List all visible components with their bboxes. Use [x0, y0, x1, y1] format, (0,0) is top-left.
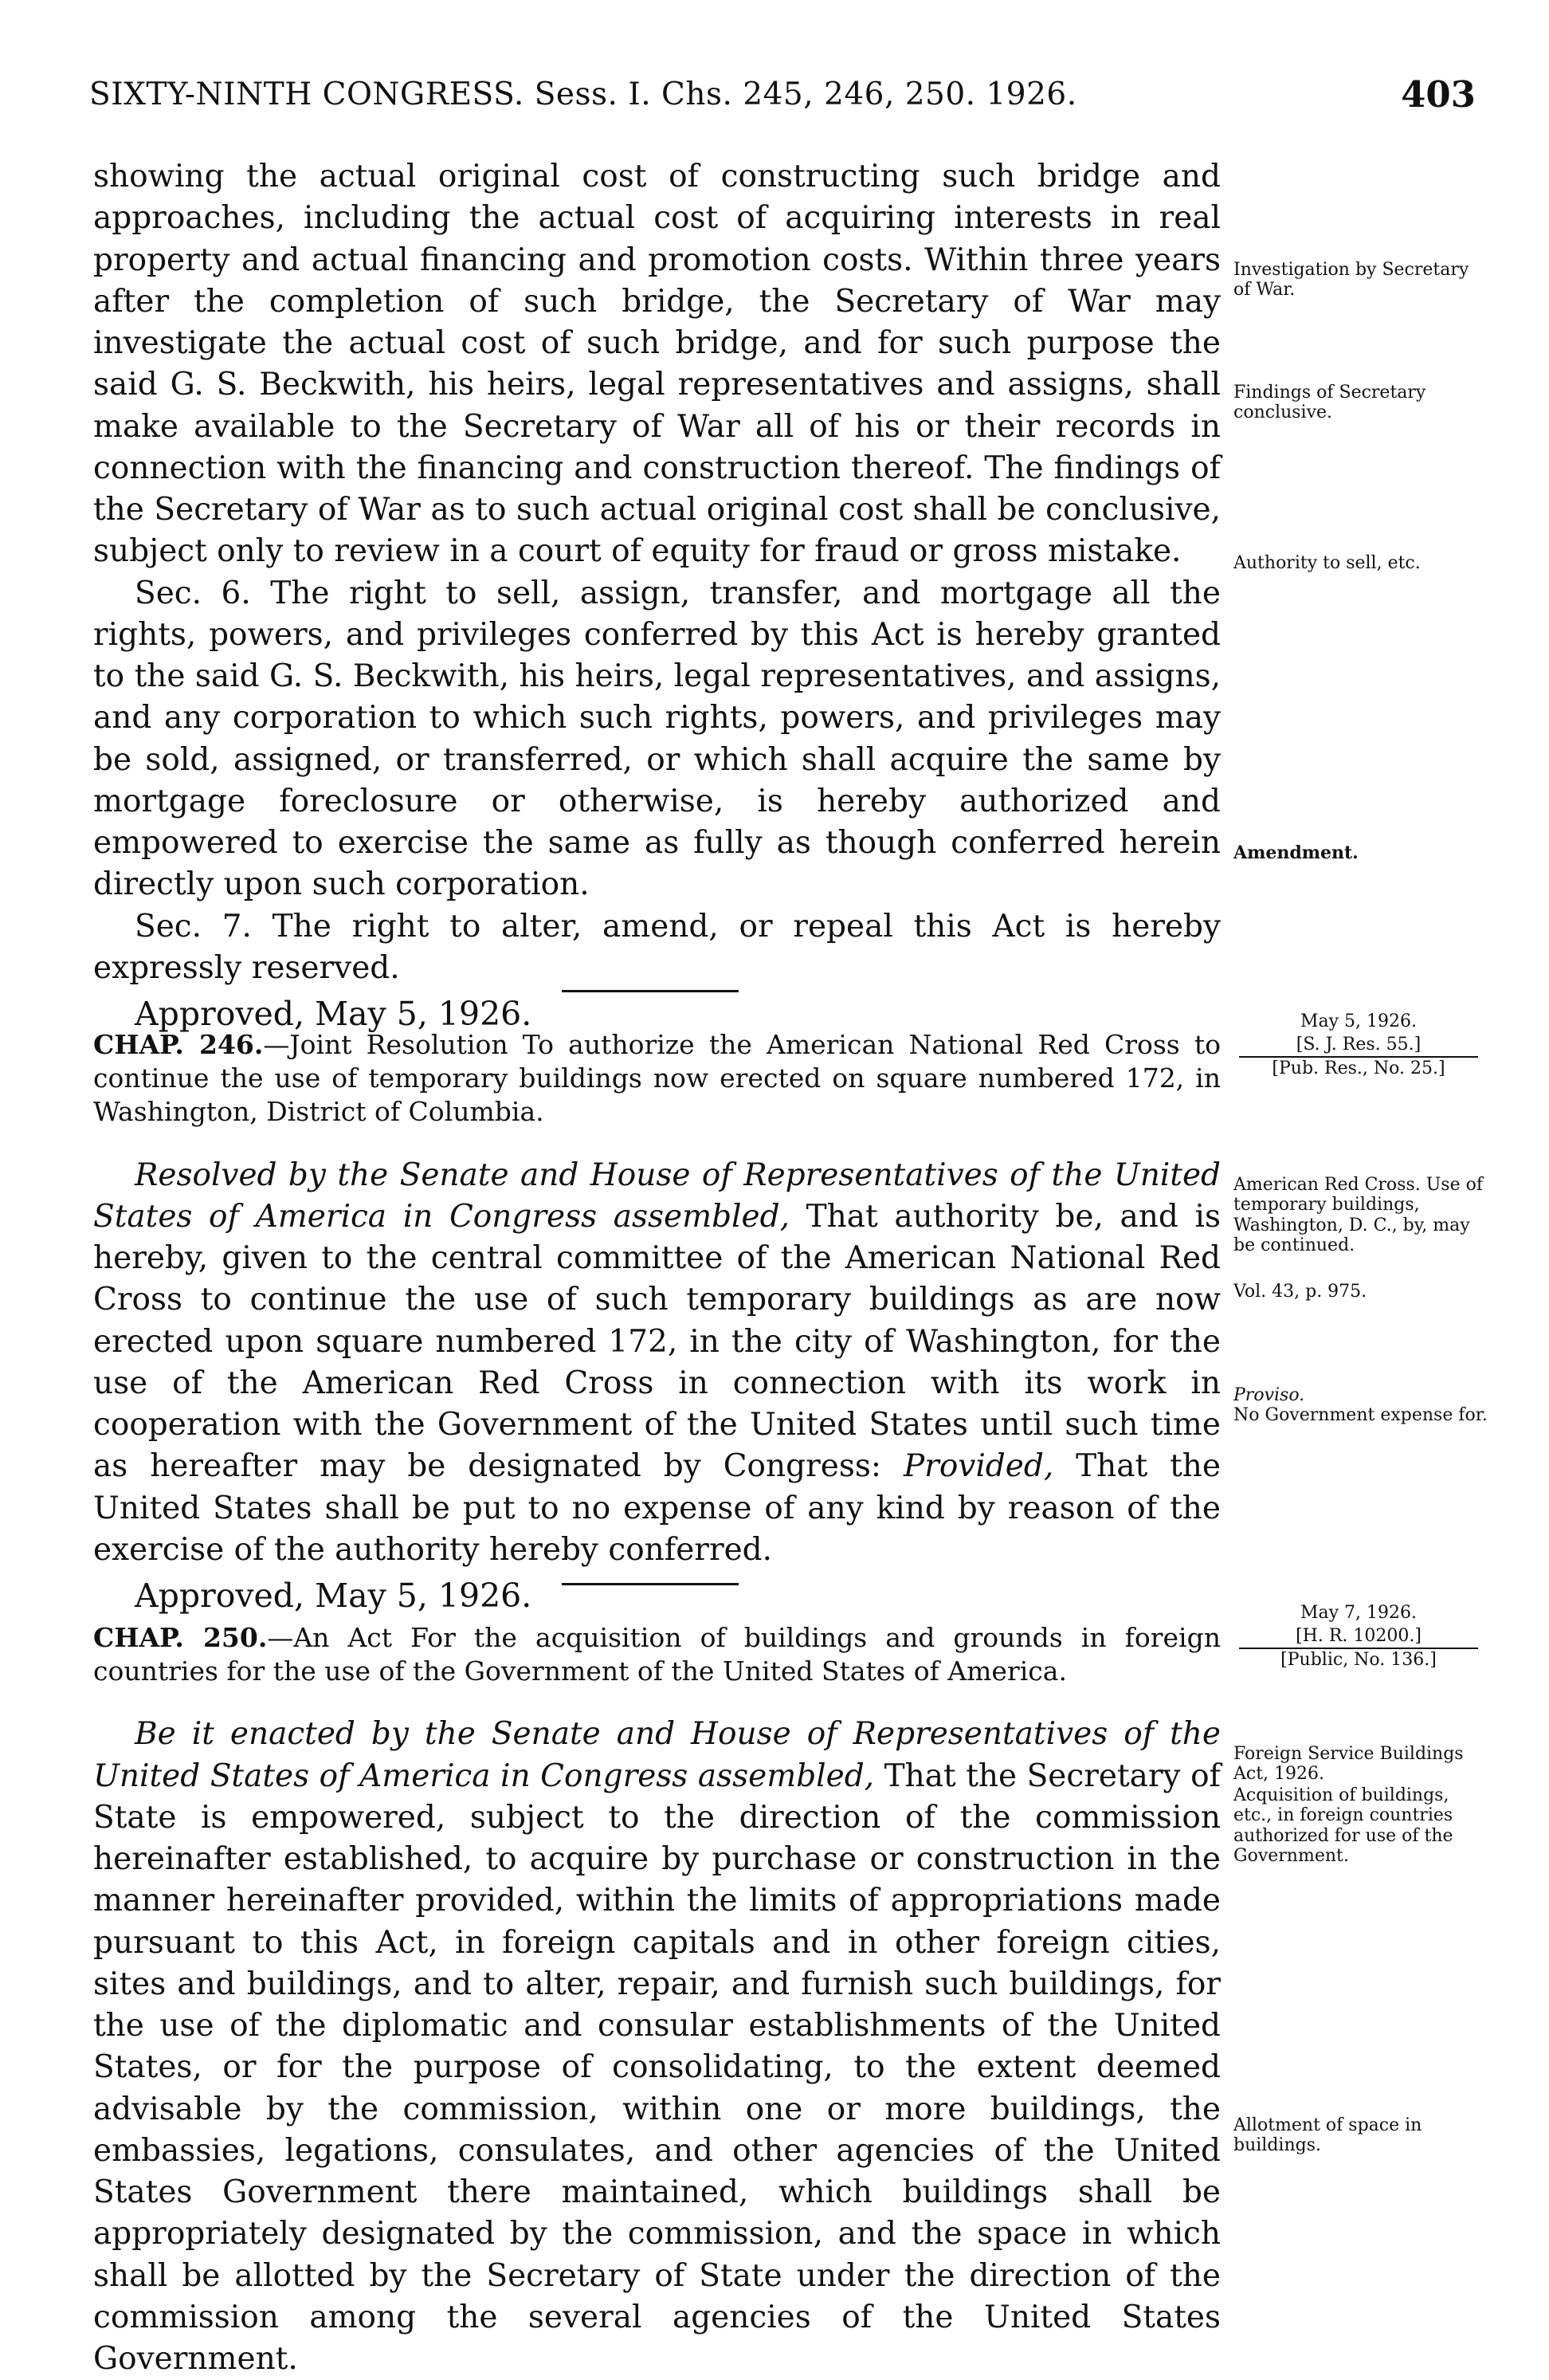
chapter-250-bill: [H. R. 10200.] — [1239, 1625, 1478, 1650]
margin-note-investigation: Investigation by Secretary of War. — [1233, 260, 1469, 300]
margin-note-red-cross: American Red Cross. Use of temporary buildings, Washington, D. C., by, may be continued. — [1233, 1175, 1483, 1255]
approved-line: Approved, May 5, 1926. — [135, 995, 532, 1033]
resolution-body-part2: That the United States shall be put to no expense of any kind by reason of the exercise of the authority hereby conferred. — [93, 1448, 1221, 1568]
page-number: 403 — [1401, 73, 1476, 116]
chapter-250-date: May 7, 1926. — [1300, 1603, 1418, 1623]
margin-note-findings: Findings of Secretary conclusive. — [1233, 383, 1426, 423]
act-body: That the Secretary of State is empowered, subject to the direction of the commission hereinafter established, to acquire by purchase or construction in the manner hereinafter provided, within the limits of appropriations made pursuant to this Act, in foreign capitals and in other foreign cities, sites and buildings, and to alter, repair, and furnish such buildings, for the use of the diplomatic and consular establishments of the United States, or for the purpose of consolidating, to the extent deemed advisable by the commission, within one or more buildings, the embassies, legations, consulates, and other agencies of the United States Government there maintained, which buildings shall be appropriately designated by the commission, and the space in which shall be allotted by the Secretary of State under the direction of the commission among the several agencies of the United States Government. — [93, 1758, 1221, 2378]
chapter-250-public-no: [Public, No. 136.] — [1280, 1650, 1437, 1671]
section-divider — [562, 990, 739, 992]
margin-note-authority-sell: Authority to sell, etc. — [1233, 553, 1421, 573]
chapter-246-public-no: [Pub. Res., No. 25.] — [1272, 1058, 1445, 1079]
section-6: Sec. 6. The right to sell, assign, transfer, and mortgage all the rights, powers, and privileges conferred by this Act is hereby granted to the said G. S. Beckwith, his heirs, legal representatives, and assigns, and any corporation to which such rights, powers, and privileges may be sold, assigned, or transferred, or which shall acquire the same by mortgage foreclosure or otherwise, is hereby authorized and empowered to exercise the same as fully as though conferred herein directly upon such corporation. — [93, 575, 1221, 903]
margin-note-foreign-service: Foreign Service Buildings Act, 1926. — [1233, 1744, 1464, 1785]
chapter-246-citation — [1239, 1011, 1478, 1081]
no-expense-note: No Government expense for. — [1233, 1405, 1488, 1426]
running-header — [89, 73, 1476, 124]
resolving-clause: Resolved by the Senate and House of Representatives of the United States of America in Congress assembled, — [93, 1157, 1221, 1235]
chapter-246-bill: [S. J. Res. 55.] — [1239, 1034, 1478, 1058]
chapter-246-resolution — [93, 1155, 1221, 1572]
proviso-label: Proviso. — [1233, 1385, 1305, 1405]
chapter-246-title: —Joint Resolution To authorize the American National Red Cross to continue the use of temporary buildings now erected on square numbered 172, in Washington, District of Columbia. — [93, 1029, 1221, 1128]
section-divider — [562, 1583, 739, 1585]
chapter-250-title: —An Act For the acquisition of buildings and grounds in foreign countries for the use of the Government of the United States of America. — [93, 1622, 1221, 1687]
margin-note-vol-ref: Vol. 43, p. 975. — [1233, 1282, 1367, 1302]
chapter-250-act — [93, 1714, 1221, 2380]
margin-note-allotment: Allotment of space in buildings. — [1233, 2115, 1422, 2156]
enacting-clause: Be it enacted by the Senate and House of Representatives of the United States of America in Congress assembled, — [93, 1716, 1221, 1794]
margin-note-acquisition: Acquisition of buildings, etc., in foreign countries authorized for use of the Government. — [1233, 1785, 1453, 1866]
running-head: SIXTY-NINTH CONGRESS. Sess. I. Chs. 245, 246, 250. 1926. — [89, 77, 1077, 112]
chapter-246 — [93, 1028, 1221, 1618]
chapter-250 — [93, 1621, 1221, 2380]
chapter-250-heading — [93, 1621, 1221, 1688]
margin-note-proviso — [1233, 1385, 1488, 1426]
paragraph-cost-investigation: showing the actual original cost of constructing such bridge and approaches, including the actual cost of acquiring interests in real property and actual financing and promotion costs. Within three years after the completion of such bridge, the Secretary of War may investigate the actual cost of such bridge, and for such purpose the said G. S. Beckwith, his heirs, legal representatives and assigns, shall make available to the Secretary of War all of his or their records in connection with the financing and construction thereof. The findings of the Secretary of War as to such actual original cost shall be conclusive, subject only to review in a court of equity for fraud or gross mistake. — [93, 159, 1221, 570]
chapter-250-citation — [1239, 1602, 1478, 1672]
resolution-body-part1: That authority be, and is hereby, given to the central committee of the American National Red Cross to continue the use of such temporary buildings as are now erected upon square numbered 172, in the city of Washington, for the use of the American Red Cross in connection with its work in cooperation with the Government of the United States until such time as hereafter may be designated by Congress: — [93, 1198, 1221, 1485]
chapter-246-date: May 5, 1926. — [1300, 1011, 1418, 1031]
section-7: Sec. 7. The right to alter, amend, or repeal this Act is hereby expressly reserved. — [93, 908, 1221, 986]
margin-note-amendment: Amendment. — [1233, 842, 1359, 863]
approved-line: Approved, May 5, 1926. — [135, 1577, 532, 1616]
provided-word: Provided, — [903, 1448, 1054, 1485]
chapter-246-heading — [93, 1028, 1221, 1129]
chapter-250-label: CHAP. 250. — [93, 1622, 268, 1653]
chapter-246-label: CHAP. 246. — [93, 1029, 264, 1060]
chapter-245-continuation — [93, 156, 1221, 1036]
